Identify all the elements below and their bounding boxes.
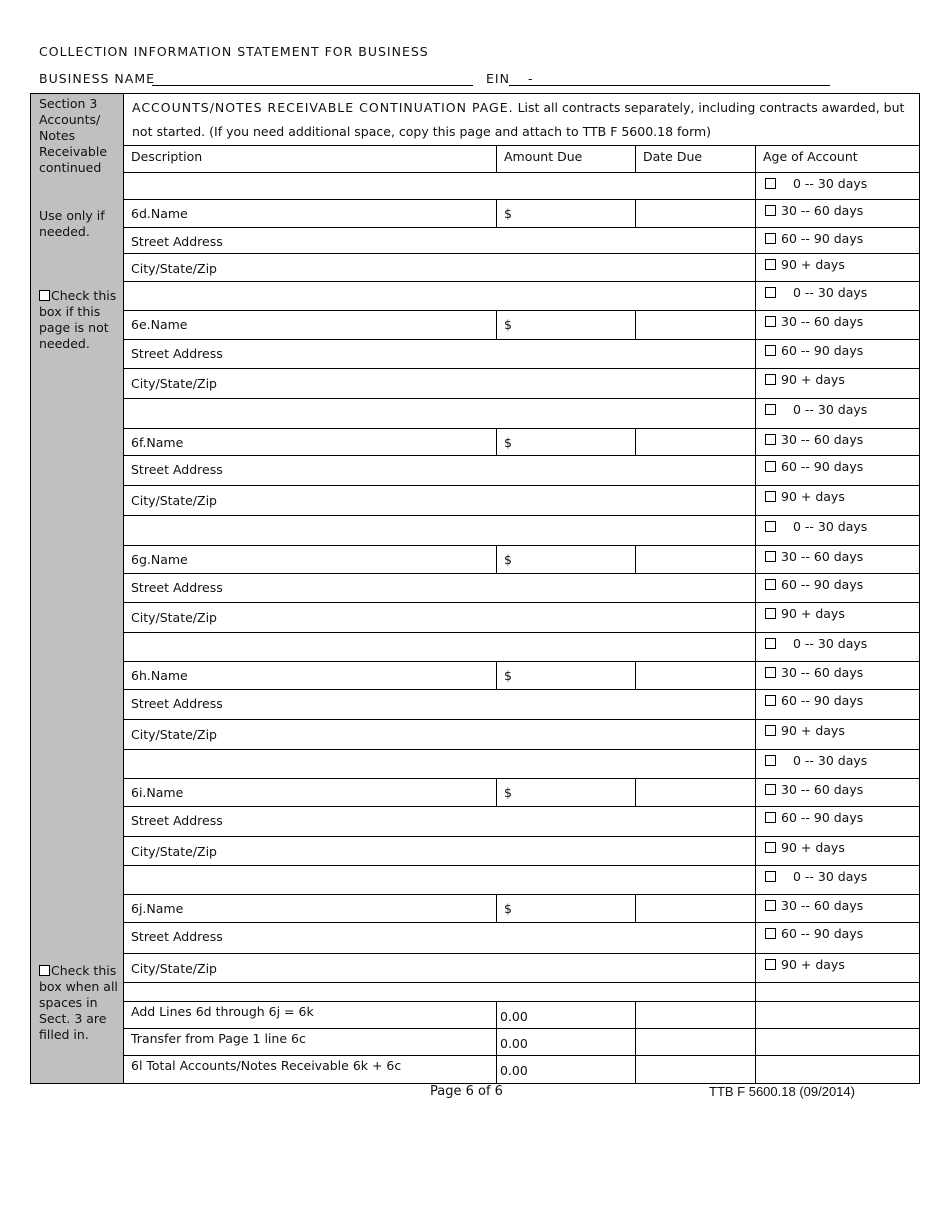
age-option [765,459,863,474]
age-checkbox[interactable] [765,725,776,736]
age-option-label: 60 -- 90 days [781,577,864,592]
row-divider [123,227,755,228]
age-row-divider [755,368,919,369]
row-divider [123,602,755,603]
age-row-divider [755,894,919,895]
total-extra-field[interactable] [635,1001,755,1028]
entry-blank-field[interactable] [123,398,755,428]
not-needed-checkbox[interactable] [39,290,50,301]
row-divider [123,953,755,954]
business-name-field[interactable] [152,85,473,86]
age-column-divider [755,145,756,1083]
street-address-label: Street Address [131,929,223,944]
intro-rest: List all contracts separately, including contracts awarded, but not started. (If you need additional space, copy this page and attach to TTB F 5600.18 form) [132,100,905,139]
total-extra-field[interactable] [635,1028,755,1055]
total-value[interactable]: 0.00 [500,1009,528,1024]
total-value[interactable]: 0.00 [500,1036,528,1051]
age-checkbox[interactable] [765,345,776,356]
age-option-label: 30 -- 60 days [781,549,864,564]
amount-due-field[interactable] [496,545,635,573]
amount-due-field[interactable] [496,428,635,455]
business-name-label: BUSINESS NAME [39,71,156,86]
age-row-divider [755,310,919,311]
row-divider [123,719,755,720]
age-row-divider [755,455,919,456]
age-option-label: 90 + days [781,723,845,738]
age-option-label: 0 -- 30 days [793,753,868,768]
age-checkbox[interactable] [765,608,776,619]
amount-dollar-sign: $ [504,317,512,332]
amount-dollar-sign: $ [504,206,512,221]
section-sidebar [31,94,124,1083]
entry-name-label: 6h.Name [131,668,188,683]
age-option-label: 30 -- 60 days [781,314,864,329]
date-header: Date Due [643,149,703,164]
age-row-divider [755,485,919,486]
row-divider [123,368,755,369]
row-divider [123,253,755,254]
city-state-zip-label: City/State/Zip [131,727,217,742]
age-row-divider [755,428,919,429]
age-option-label: 30 -- 60 days [781,898,864,913]
age-option [765,926,863,941]
use-note: Use only if needed. [39,208,105,239]
age-option-label: 30 -- 60 days [781,432,864,447]
column-divider [496,145,497,172]
age-option [765,840,845,855]
age-checkbox[interactable] [765,667,776,678]
date-due-field[interactable] [635,428,755,455]
age-option-label: 0 -- 30 days [793,176,868,191]
amount-due-field[interactable] [496,199,635,227]
age-checkbox[interactable] [765,551,776,562]
entry-blank-field[interactable] [123,632,755,661]
age-option-label: 30 -- 60 days [781,782,864,797]
city-state-zip-label: City/State/Zip [131,844,217,859]
all-filled-check [39,963,123,1043]
all-filled-label: Check this box when all spaces in Sect. 3 are filled in. [39,963,118,1042]
age-checkbox[interactable] [765,434,776,445]
age-option [765,203,863,218]
street-address-label: Street Address [131,346,223,361]
not-needed-check [39,288,123,352]
amount-dollar-sign: $ [504,901,512,916]
age-option [765,753,867,768]
city-state-zip-label: City/State/Zip [131,493,217,508]
age-option-label: 0 -- 30 days [793,285,868,300]
page-number: Page 6 of 6 [430,1084,503,1099]
age-row-divider [755,953,919,954]
block-divider [123,982,919,983]
date-due-field[interactable] [635,545,755,573]
table-intro [132,96,912,144]
section-label: Section 3 Accounts/ Notes Receivable continued [39,96,108,175]
age-checkbox[interactable] [765,521,776,532]
age-option [765,285,867,300]
amount-due-field[interactable] [496,778,635,806]
age-option-label: 0 -- 30 days [793,869,868,884]
total-label: 6l Total Accounts/Notes Receivable 6k + 6c [131,1058,402,1073]
age-option-label: 60 -- 90 days [781,459,864,474]
age-option [765,432,863,447]
entry-name-label: 6e.Name [131,317,188,332]
description-header: Description [131,149,203,164]
age-option-label: 30 -- 60 days [781,203,864,218]
age-option [765,577,863,592]
date-due-field[interactable] [635,310,755,339]
intro-caps: ACCOUNTS/NOTES RECEIVABLE CONTINUATION PAGE. [132,100,514,115]
age-option [765,231,863,246]
age-option [765,402,867,417]
amount-dollar-sign: $ [504,785,512,800]
age-option-label: 0 -- 30 days [793,519,868,534]
age-option-label: 90 + days [781,372,845,387]
street-address-label: Street Address [131,234,223,249]
street-address-label: Street Address [131,696,223,711]
receivables-table [30,93,920,1084]
age-option [765,314,863,329]
age-option-label: 90 + days [781,606,845,621]
entry-name-label: 6d.Name [131,206,188,221]
age-option [765,606,845,621]
entry-blank-field[interactable] [123,865,755,894]
date-due-field[interactable] [635,199,755,227]
age-checkbox[interactable] [765,812,776,823]
age-option [765,782,863,797]
age-option [765,810,863,825]
age-option [765,723,845,738]
entry-blank-field[interactable] [123,515,755,545]
age-checkbox[interactable] [765,842,776,853]
column-divider [635,145,636,172]
age-checkbox[interactable] [765,491,776,502]
not-needed-label: Check this box if this page is not needed. [39,288,117,351]
age-row-divider [755,573,919,574]
age-row-divider [755,199,919,200]
date-due-field[interactable] [635,778,755,806]
age-option-label: 60 -- 90 days [781,810,864,825]
age-option-label: 90 + days [781,257,845,272]
age-option [765,549,863,564]
age-option-label: 90 + days [781,489,845,504]
age-option [765,957,845,972]
age-checkbox[interactable] [765,404,776,415]
total-value[interactable]: 0.00 [500,1063,528,1078]
age-row-divider [755,778,919,779]
ein-field[interactable] [509,85,830,86]
age-checkbox[interactable] [765,755,776,766]
totals-divider [123,1028,919,1029]
age-option-label: 90 + days [781,957,845,972]
age-checkbox[interactable] [765,900,776,911]
street-address-label: Street Address [131,580,223,595]
entry-blank-field[interactable] [123,281,755,310]
amount-due-field[interactable] [496,894,635,922]
amount-dollar-sign: $ [504,668,512,683]
age-header: Age of Account [763,149,858,164]
form-title: COLLECTION INFORMATION STATEMENT FOR BUSINESS [39,44,429,59]
total-extra-field[interactable] [635,1055,755,1083]
age-checkbox[interactable] [765,205,776,216]
amount-due-field[interactable] [496,310,635,339]
row-divider [123,455,755,456]
age-checkbox[interactable] [765,316,776,327]
age-option-label: 0 -- 30 days [793,636,868,651]
age-option-label: 60 -- 90 days [781,926,864,941]
age-option [765,176,867,191]
total-label: Transfer from Page 1 line 6c [131,1031,306,1046]
age-option-label: 0 -- 30 days [793,402,868,417]
age-row-divider [755,836,919,837]
city-state-zip-label: City/State/Zip [131,261,217,276]
city-state-zip-label: City/State/Zip [131,376,217,391]
row-divider [123,836,755,837]
total-label: Add Lines 6d through 6j = 6k [131,1004,314,1019]
all-filled-checkbox[interactable] [39,965,50,976]
age-row-divider [755,339,919,340]
age-option [765,898,863,913]
business-line [39,71,839,89]
column-divider [635,1001,636,1083]
age-row-divider [755,922,919,923]
age-option-label: 60 -- 90 days [781,693,864,708]
age-checkbox[interactable] [765,287,776,298]
age-option [765,665,863,680]
row-divider [123,339,755,340]
age-option [765,343,863,358]
age-checkbox[interactable] [765,259,776,270]
age-row-divider [755,545,919,546]
row-divider [123,689,755,690]
amount-dollar-sign: $ [504,552,512,567]
ein-label: EIN [486,71,510,86]
age-option [765,869,867,884]
age-row-divider [755,253,919,254]
date-due-field[interactable] [635,894,755,922]
age-row-divider [755,602,919,603]
age-option-label: 60 -- 90 days [781,343,864,358]
age-checkbox[interactable] [765,374,776,385]
age-row-divider [755,689,919,690]
age-row-divider [755,719,919,720]
age-option [765,693,863,708]
age-checkbox[interactable] [765,784,776,795]
age-row-divider [755,227,919,228]
age-checkbox[interactable] [765,233,776,244]
header-divider [123,145,919,146]
age-option-label: 90 + days [781,840,845,855]
row-divider [123,573,755,574]
entry-name-label: 6i.Name [131,785,184,800]
age-option [765,257,845,272]
row-divider [123,922,755,923]
age-checkbox[interactable] [765,928,776,939]
age-option [765,372,845,387]
street-address-label: Street Address [131,813,223,828]
ein-dash: - [528,71,534,86]
entry-name-label: 6j.Name [131,901,184,916]
entry-blank-field[interactable] [123,749,755,778]
age-checkbox[interactable] [765,959,776,970]
age-option [765,489,845,504]
street-address-label: Street Address [131,462,223,477]
age-option [765,636,867,651]
amount-dollar-sign: $ [504,435,512,450]
amount-header: Amount Due [504,149,583,164]
column-divider [496,1001,497,1083]
city-state-zip-label: City/State/Zip [131,610,217,625]
age-checkbox[interactable] [765,579,776,590]
age-option-label: 60 -- 90 days [781,231,864,246]
age-checkbox[interactable] [765,638,776,649]
age-option-label: 30 -- 60 days [781,665,864,680]
age-checkbox[interactable] [765,461,776,472]
age-checkbox[interactable] [765,871,776,882]
entry-name-label: 6g.Name [131,552,188,567]
entry-name-label: 6f.Name [131,435,184,450]
city-state-zip-label: City/State/Zip [131,961,217,976]
age-checkbox[interactable] [765,178,776,189]
age-row-divider [755,806,919,807]
entry-blank-field[interactable] [123,172,755,199]
row-divider [123,485,755,486]
age-row-divider [755,661,919,662]
amount-due-field[interactable] [496,661,635,689]
age-checkbox[interactable] [765,695,776,706]
totals-divider [123,1055,919,1056]
form-number: TTB F 5600.18 (09/2014) [709,1084,855,1099]
row-divider [123,806,755,807]
date-due-field[interactable] [635,661,755,689]
age-option [765,519,867,534]
totals-top [123,1001,919,1002]
